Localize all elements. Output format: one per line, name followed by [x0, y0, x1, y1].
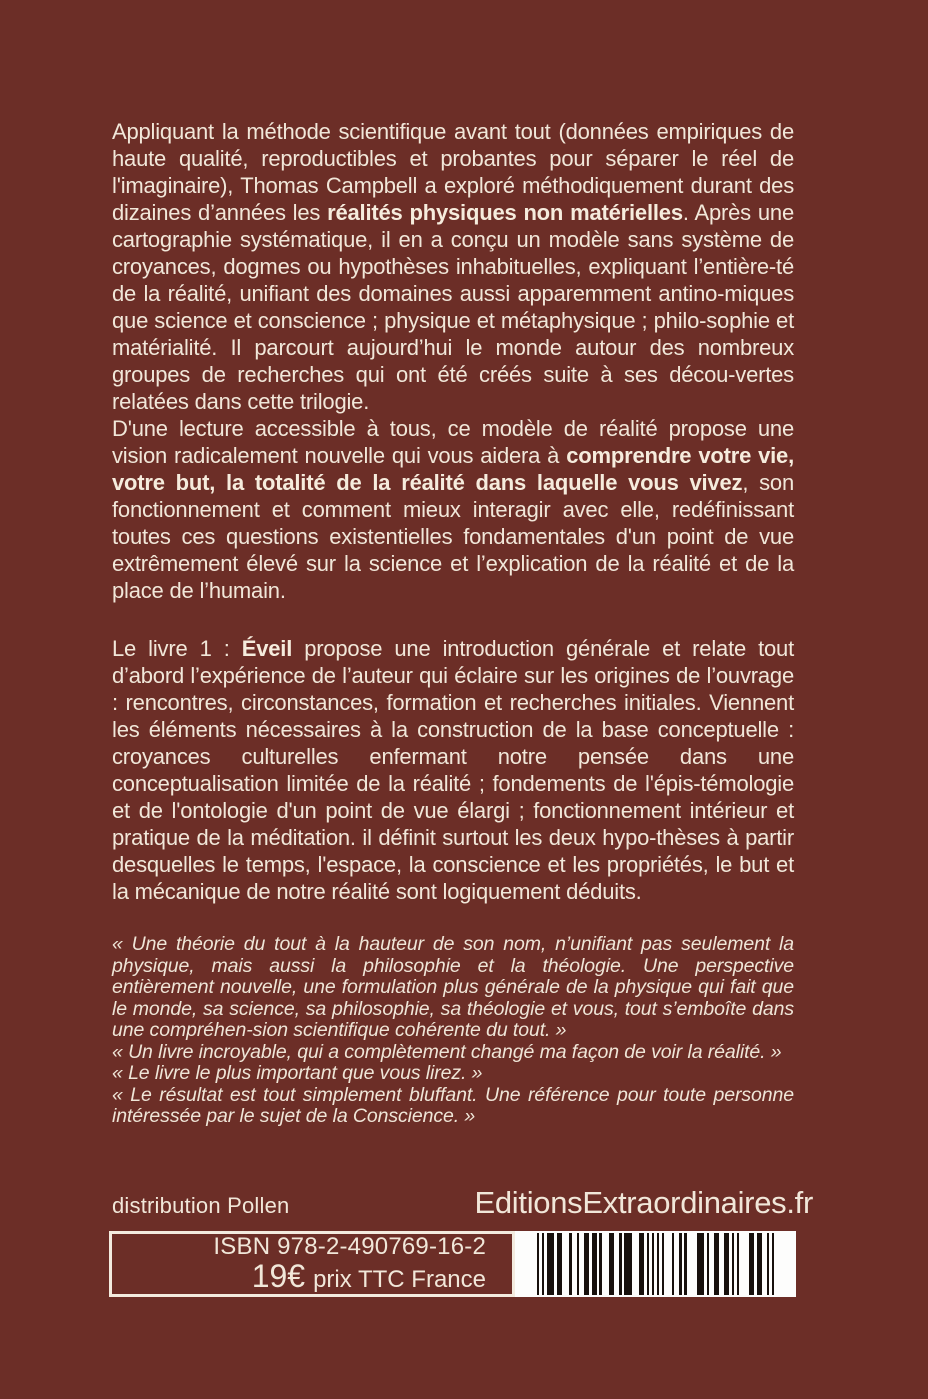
barcode-bar — [697, 1233, 705, 1295]
barcode-bar — [772, 1233, 775, 1295]
quote-livre-important: « Le livre le plus important que vous lirez. » — [112, 1062, 483, 1084]
paragraph-livre-1 — [112, 635, 794, 905]
paragraph-text: . Après une cartographie systématique, il en a conçu un modèle sans système de croyances, dogmes ou hypothèses inhabituelles, expliquant l’entière-té de la réalité, unifiant des domaines aussi apparemment antino-miques que science et conscience ; physique et métaphysique ; philo-sophie et matérialité. Il parcourt aujourd’hui le monde autour des nombreux groupes de recherches qui ont été créés suite à ses décou-vertes relatées dans cette trilogie. — [112, 200, 794, 414]
paragraph-text: , son fonctionnement et comment mieux interagir avec elle, redéfinissant toutes ces questions existentielles fondamentales d'un point de vue extrêmement élevé sur la science et l’explication de la réalité et de la place de l’humain. — [112, 470, 794, 603]
barcode-space — [562, 1233, 570, 1295]
barcode-space — [664, 1233, 672, 1295]
barcode-bar — [547, 1233, 555, 1295]
isbn-barcode-row — [109, 1231, 796, 1297]
paragraph-lecture-accessible — [112, 415, 794, 604]
bold-phrase-comprendre: comprendre votre vie, votre but, la totalité de la réalité dans laquelle vous vivez — [112, 443, 794, 495]
barcode-bar — [624, 1233, 632, 1295]
paragraph-text: Le livre 1 : — [112, 636, 242, 661]
quote-theorie-du-tout: « Une théorie du tout à la hauteur de son nom, n’unifiant pas seulement la physique, mais aussi la philosophie et la théologie. Une perspective entièrement nouvelle, une formulation plus générale de la physique qui fait que le monde, sa science, sa philosophie, sa théologie et vous, tout s’emboîte dans une compréhen-sion scientifique cohérente du tout. » — [112, 933, 794, 1041]
quote-resultat-bluffant: « Le résultat est tout simplement bluffant. Une référence pour toute personne intéressée par le sujet de la Conscience. » — [112, 1083, 794, 1127]
distribution-label: distribution Pollen — [112, 1193, 290, 1218]
barcode-space — [739, 1233, 749, 1295]
isbn-box — [109, 1231, 515, 1297]
barcode-space — [632, 1233, 640, 1295]
bold-phrase-realites: réalités physiques non matérielles — [327, 200, 683, 225]
paragraph-scientific-method — [112, 118, 794, 415]
paragraph-text: propose une introduction générale et relate tout d’abord l’expérience de l’auteur qui éclaire sur les origines de l’ouvrage : rencontres, circonstances, formation et recherches initiales. Viennent les éléments nécessaires à la construction de la base conceptuelle : croyances culturelles enfermant notre pensée dans une conceptualisation limitée de la réalité ; fondements de l'épis-témologie et de l'ontologie d'un point de vue élargi ; fonctionnement intérieur et pratique de la méditation. il définit surtout les deux hypo-thèses à partir desquelles le temps, l'espace, la conscience et les propriétés, le but et la mécanique de notre réalité sont logiquement déduits. — [112, 636, 794, 904]
barcode-area — [515, 1231, 796, 1297]
price-value: 19€ — [251, 1258, 306, 1294]
back-cover-text-column — [112, 118, 794, 1128]
publisher-website: EditionsExtraordinaires.fr — [474, 1185, 813, 1220]
price-label: prix TTC France — [313, 1266, 486, 1293]
press-quotes-block — [112, 934, 794, 1128]
footer-row — [112, 1185, 813, 1221]
isbn-number: ISBN 978-2-490769-16-2 — [213, 1233, 486, 1260]
barcode-space — [602, 1233, 610, 1295]
barcode — [537, 1233, 775, 1295]
price-line — [251, 1258, 486, 1295]
paragraph-text: D'une lecture accessible à tous, ce modèle de réalité propose une vision radicalement nouvelle qui vous aidera à — [112, 416, 794, 468]
quote-livre-incroyable: « Un livre incroyable, qui a complètement changé ma façon de voir la réalité. » — [112, 1040, 782, 1063]
paragraph-text: Appliquant la méthode scientifique avant tout (données empiriques de haute qualité, reproductibles et probantes pour séparer le réel de l'imaginaire), Thomas Campbell a exploré méthodiquement durant des dizaines d’années les — [112, 119, 794, 225]
barcode-space — [687, 1233, 697, 1295]
bold-phrase-eveil: Éveil — [241, 636, 293, 661]
